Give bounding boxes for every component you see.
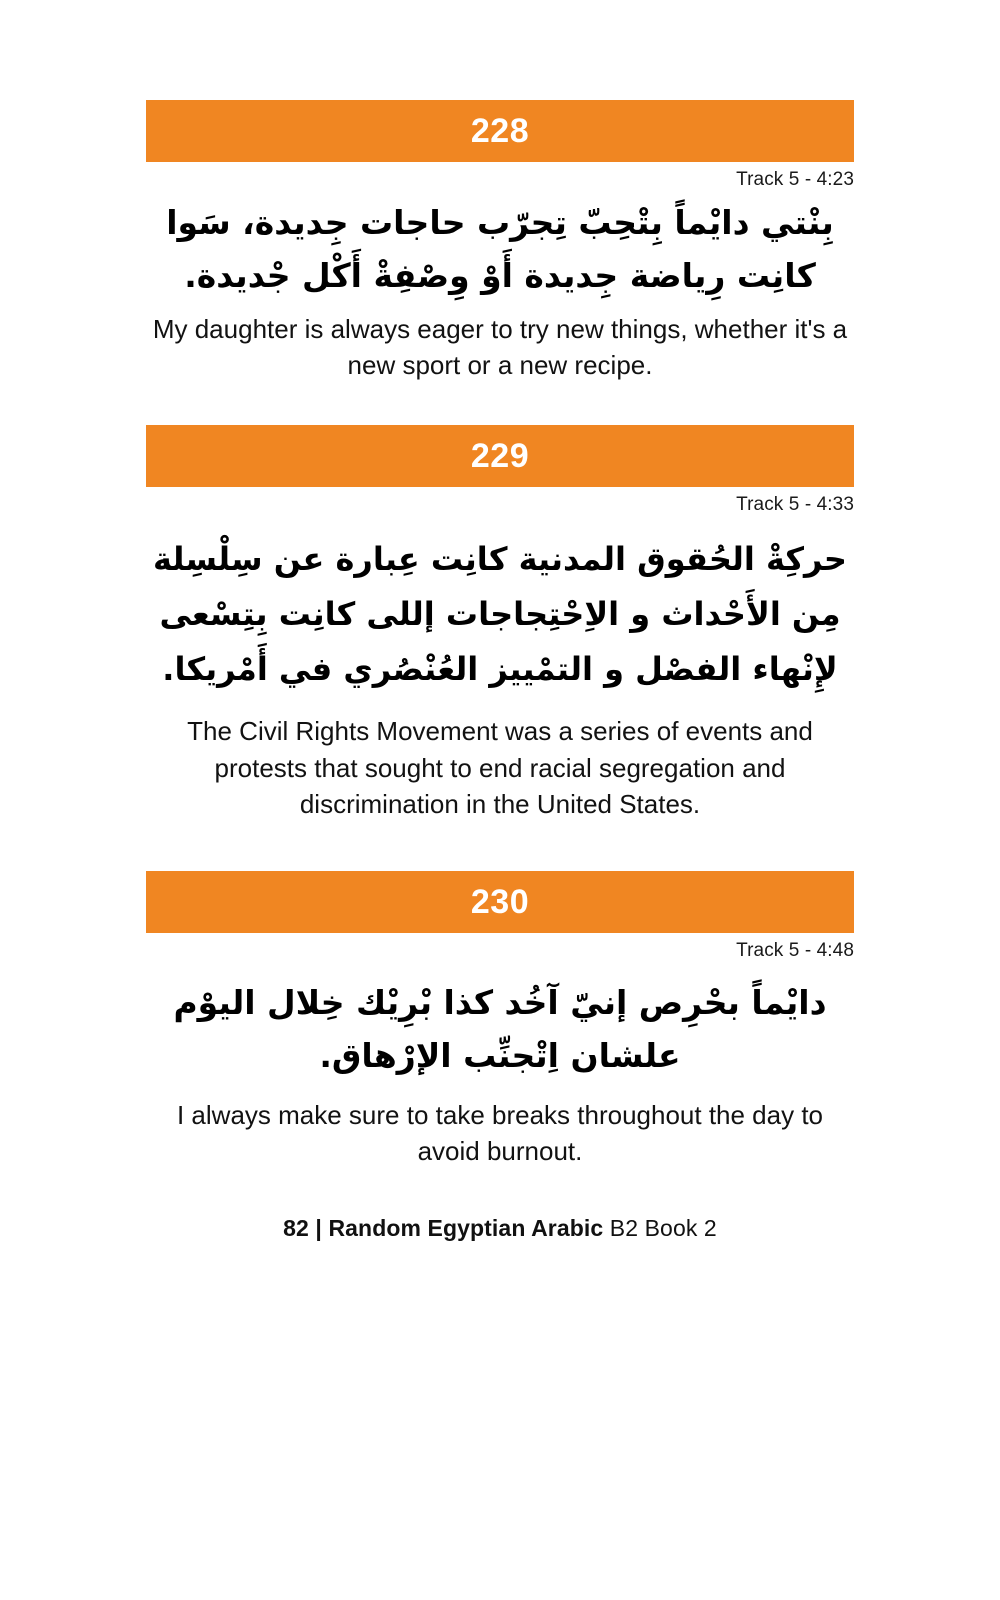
english-translation: My daughter is always eager to try new things, whether it's a new sport or a new recipe.	[152, 313, 848, 380]
track-label: Track 5 - 4:33	[736, 494, 854, 516]
track-label: Track 5 - 4:23	[736, 169, 854, 190]
card-number: 229	[470, 437, 530, 476]
footer-book-level: B2 Book 2	[609, 1215, 717, 1242]
card-header-229	[146, 425, 854, 487]
phrase-card	[146, 425, 854, 822]
phrase-card	[146, 871, 854, 1170]
arabic-sentence: حركِةْ الحُقوق المدنية كانِت عِبارة عن سِلْسِلة مِن الأَحْداث و الاِحْتِجاجات إللى كانِت بِتِسْعى لإِنْهاء الفصْل و التمْييز العُنْصُري في أَمْريكا.	[153, 540, 847, 689]
card-number: 228	[470, 112, 530, 150]
page-footer	[146, 1215, 854, 1242]
card-number: 230	[470, 882, 530, 921]
footer-book-title: 82 | Random Egyptian Arabic	[283, 1215, 604, 1242]
arabic-sentence: دايْماً بحْرِص إنيّ آخُد كذا بْرِيْك خِلال اليوْم علشان اِتْجنِّب الإرْهاق.	[173, 982, 827, 1076]
card-header-230	[146, 871, 854, 933]
phrase-card	[146, 100, 854, 383]
english-translation: The Civil Rights Movement was a series of events and protests that sought to end racial segregation and discrimination in the United States.	[187, 716, 813, 820]
english-translation: I always make sure to take breaks throughout the day to avoid burnout.	[176, 1099, 824, 1166]
track-label: Track 5 - 4:48	[736, 939, 854, 961]
card-header-228	[146, 100, 854, 162]
arabic-sentence: بِنْتي دايْماً بِتْحِبّ تِجرّب حاجات جِديدة، سَوا كانِت رِياضة جِديدة أَوْ وِصْفِةْ أَكْل جْديدة.	[166, 203, 834, 295]
